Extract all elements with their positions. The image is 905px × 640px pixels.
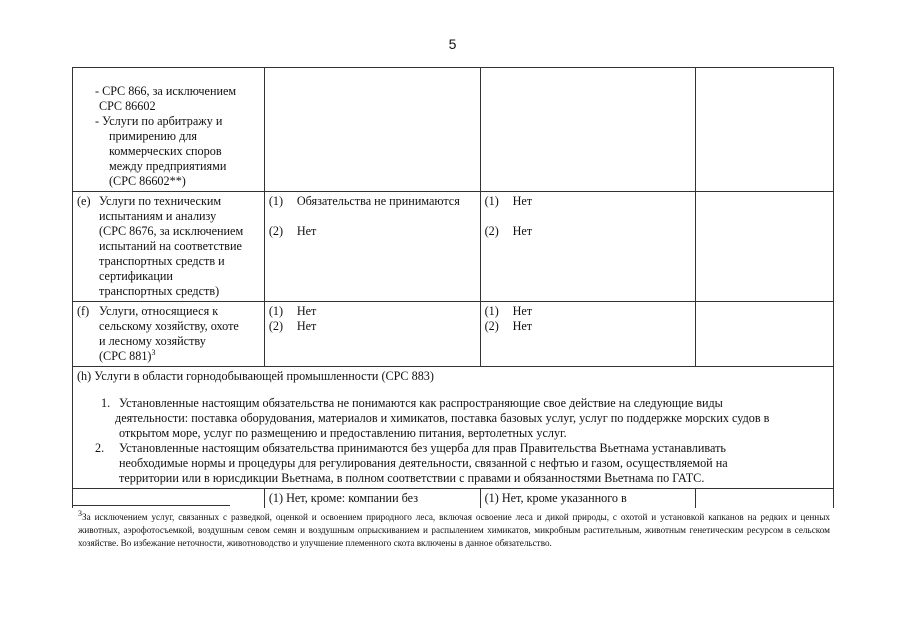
commitment-text: Нет	[296, 304, 317, 318]
sector-line: испытаний на соответствие	[99, 239, 242, 253]
sector-cell	[73, 68, 265, 192]
item-line: Установленные настоящим обязательства не понимаются как распространяющие свое действие на следующие виды	[119, 396, 723, 410]
list-item	[77, 396, 829, 441]
market-access-cell	[264, 489, 480, 509]
commitment-text: Нет	[296, 319, 317, 333]
additional-commitments-cell	[696, 68, 834, 192]
market-access-cell	[264, 68, 480, 192]
item-line: деятельности: поставка оборудования, материалов и химикатов, поставка базовых услуг, услуг по поддержке морских судов в	[115, 411, 770, 425]
sector-line: транспортных средств и	[99, 254, 225, 268]
mining-services-cell	[73, 367, 834, 489]
commitment-text: Нет	[512, 319, 533, 333]
national-treatment-cell	[480, 192, 696, 302]
mode-number: (1)	[268, 194, 284, 208]
conditions-list	[77, 396, 829, 486]
commitment-text: Нет	[512, 224, 533, 238]
mode-number: (2)	[484, 224, 499, 238]
national-treatment-cell	[480, 302, 696, 367]
item-line: необходимые нормы и процедуры для регулирования деятельности, связанной с нефтью и газом, осуществляемой на	[119, 456, 728, 470]
market-access-cell	[264, 302, 480, 367]
commitments-table	[72, 67, 834, 508]
row-label: (f)	[77, 304, 90, 318]
sector-line: транспортных средств)	[99, 284, 220, 298]
list-item	[77, 441, 829, 486]
sector-cell	[73, 192, 265, 302]
sector-line: и лесному хозяйству	[99, 334, 206, 348]
sector-line: (CPC 86602**)	[109, 174, 186, 188]
sector-line: между предприятиями	[109, 159, 227, 173]
additional-commitments-cell	[696, 489, 834, 509]
sector-line: Услуги по техническим	[99, 194, 222, 208]
mode-number: (2)	[484, 319, 499, 333]
sector-line: CPC 86602	[99, 99, 156, 113]
sector-line: - CPC 866, за исключением	[95, 84, 237, 98]
sector-line: сертификации	[99, 269, 173, 283]
item-number: 1.	[101, 396, 111, 410]
additional-commitments-cell	[696, 192, 834, 302]
mode-number: (1)	[268, 304, 284, 318]
table-row-cpc866	[73, 68, 834, 192]
footnote-text: За исключением услуг, связанных с разведкой, оценкой и освоением природного леса, включая освоение леса и дикой природы, с охотой и установкой капканов на редких и ценных животных, аэрофотосъемкой, воздушным севом семян и воздушным опрыскиванием и распылением химикатов, микробным растительным, животным генетическим ресурсом в сельском хозяйстве. Во избежание неточности, животноводство и улучшение племенного скота включены в данное обязательство.	[78, 512, 830, 548]
row-label: (e)	[77, 194, 91, 208]
commitment-text: (1) Нет, кроме указанного в	[484, 491, 627, 505]
sector-line: примирению для	[109, 129, 197, 143]
item-line: территории или в юрисдикции Вьетнама, в полном соответствии с правами и обязанностями Вьетнама по ГАТС.	[119, 471, 705, 485]
commitment-text: Нет	[296, 224, 317, 238]
sector-line: испытаниям и анализу	[99, 209, 217, 223]
sector-line: - Услуги по арбитражу и	[95, 114, 223, 128]
footnote	[78, 508, 830, 550]
sector-line: (CPC 881)	[99, 349, 152, 363]
table-row-f	[73, 302, 834, 367]
sector-line: (CPC 8676, за исключением	[99, 224, 244, 238]
national-treatment-cell	[480, 68, 696, 192]
table-row-e	[73, 192, 834, 302]
footnote-marker: 3	[78, 508, 82, 518]
mode-number: (1)	[484, 194, 499, 208]
item-line: Установленные настоящим обязательства принимаются без ущерба для прав Правительства Вьетнама устанавливать	[119, 441, 726, 455]
footnote-ref: 3	[151, 347, 156, 357]
sector-line: сельскому хозяйству, охоте	[99, 319, 239, 333]
item-number: 2.	[95, 441, 105, 455]
table-row-h	[73, 367, 834, 489]
section-heading: (h) Услуги в области горнодобывающей промышленности (CPC 883)	[77, 369, 434, 383]
sector-line: Услуги, относящиеся к	[99, 304, 219, 318]
commitment-text: Обязательства не принимаются	[296, 194, 460, 208]
mode-number: (2)	[268, 319, 284, 333]
page-number: 5	[448, 36, 457, 52]
sector-line: коммерческих споров	[109, 144, 222, 158]
market-access-cell	[264, 192, 480, 302]
mode-number: (1)	[484, 304, 499, 318]
mode-number: (2)	[268, 224, 284, 238]
commitment-text: Нет	[512, 304, 533, 318]
footnote-separator	[72, 505, 230, 506]
national-treatment-cell	[480, 489, 696, 509]
commitment-text: (1) Нет, кроме: компании без	[268, 491, 419, 505]
commitment-text: Нет	[512, 194, 533, 208]
sector-cell	[73, 302, 265, 367]
item-line: открытом море, услуг по размещению и предоставлению питания, вертолетных услуг.	[119, 426, 567, 440]
additional-commitments-cell	[696, 302, 834, 367]
